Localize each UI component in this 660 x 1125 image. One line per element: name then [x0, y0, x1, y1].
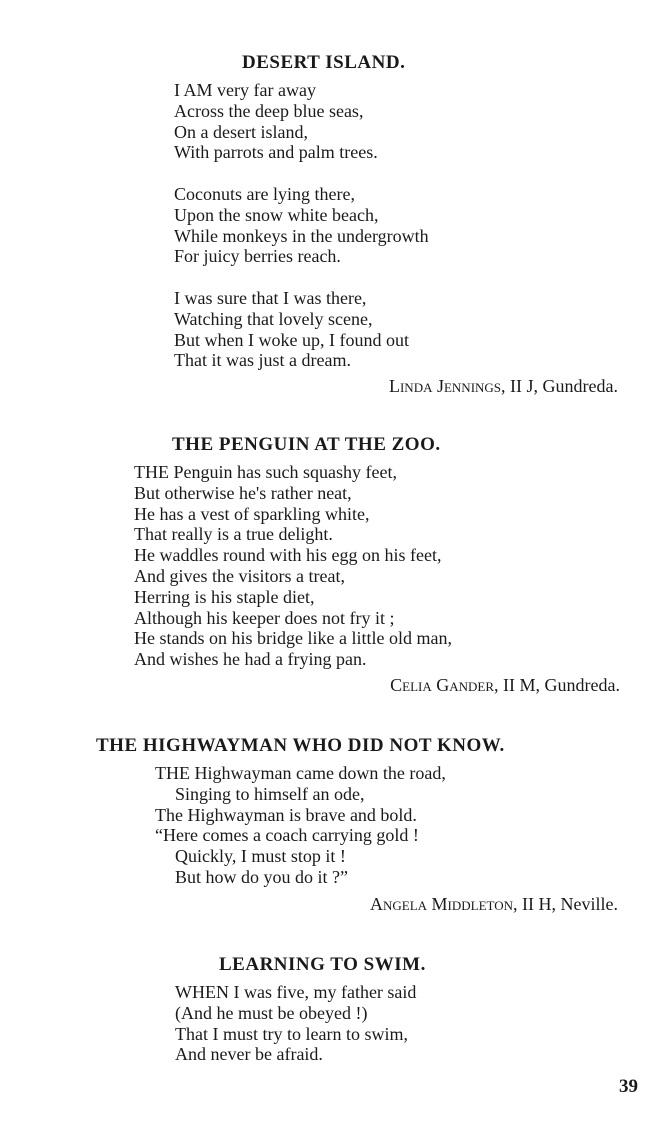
poem-title-desert-island: DESERT ISLAND.	[242, 52, 406, 73]
poem-line: Upon the snow white beach,	[174, 204, 379, 225]
poem-byline	[370, 894, 618, 915]
poem-line: Herring is his staple diet,	[134, 586, 315, 607]
poem-line: He waddles round with his egg on his feet,	[134, 545, 442, 566]
poem-line: He has a vest of sparkling white,	[134, 503, 370, 524]
poem-stanza	[174, 80, 378, 163]
poem-line: That I must try to learn to swim,	[175, 1023, 408, 1044]
author-details: , II H, Neville.	[513, 894, 618, 914]
poem-line: “Here comes a coach carrying gold !	[155, 825, 419, 846]
poem-byline	[389, 376, 618, 397]
poem-line: While monkeys in the undergrowth	[174, 225, 429, 246]
poem-line: Across the deep blue seas,	[174, 100, 364, 121]
author-name: Celia Gander	[390, 675, 495, 695]
poem-line: On a desert island,	[174, 121, 308, 142]
poem-stanza	[175, 982, 416, 1065]
poem-stanza	[155, 763, 446, 888]
poem-line: WHEN I was five, my father said	[175, 982, 417, 1002]
page-number: 39	[619, 1076, 638, 1097]
poem-stanza	[134, 462, 452, 670]
poem-title-learning-to-swim: LEARNING TO SWIM.	[219, 954, 426, 975]
poem-line: And wishes he had a frying pan.	[134, 649, 367, 670]
author-details: , II J, Gundreda.	[501, 376, 618, 396]
poem-title-penguin: THE PENGUIN AT THE ZOO.	[172, 434, 441, 455]
poem-stanza	[174, 288, 409, 371]
poem-line: With parrots and palm trees.	[174, 142, 378, 163]
author-name: Linda Jennings	[388, 376, 502, 396]
poem-line: And never be afraid.	[175, 1044, 323, 1065]
poem-line: THE Penguin has such squashy feet,	[134, 462, 397, 482]
poem-title-highwayman: THE HIGHWAYMAN WHO DID NOT KNOW.	[96, 735, 505, 756]
poem-line: That really is a true delight.	[134, 524, 333, 545]
poem-line: The Highwayman is brave and bold.	[155, 804, 417, 825]
poem-line: (And he must be obeyed !)	[175, 1002, 368, 1023]
poem-line: That it was just a dream.	[174, 350, 351, 371]
poem-line: Watching that lovely scene,	[174, 308, 373, 329]
author-name: Angela Middleton	[370, 894, 514, 914]
poem-line: Although his keeper does not fry it ;	[134, 607, 395, 628]
poem-line: THE Highwayman came down the road,	[155, 763, 446, 783]
poem-line: I AM very far away	[174, 80, 316, 100]
poem-line: But otherwise he's rather neat,	[134, 482, 352, 503]
poem-line: Quickly, I must stop it !	[175, 846, 346, 867]
poem-stanza	[174, 184, 429, 267]
poem-line: I was sure that I was there,	[174, 288, 367, 308]
author-details: , II M, Gundreda.	[494, 675, 620, 695]
poem-line: For juicy berries reach.	[174, 246, 341, 267]
poem-line: Coconuts are lying there,	[174, 184, 355, 204]
poem-byline	[390, 675, 620, 696]
poem-line: But when I woke up, I found out	[174, 329, 409, 350]
poem-line: He stands on his bridge like a little old man,	[134, 628, 452, 649]
poem-line: But how do you do it ?”	[175, 866, 348, 887]
poem-line: And gives the visitors a treat,	[134, 565, 345, 586]
poem-line: Singing to himself an ode,	[175, 783, 365, 804]
